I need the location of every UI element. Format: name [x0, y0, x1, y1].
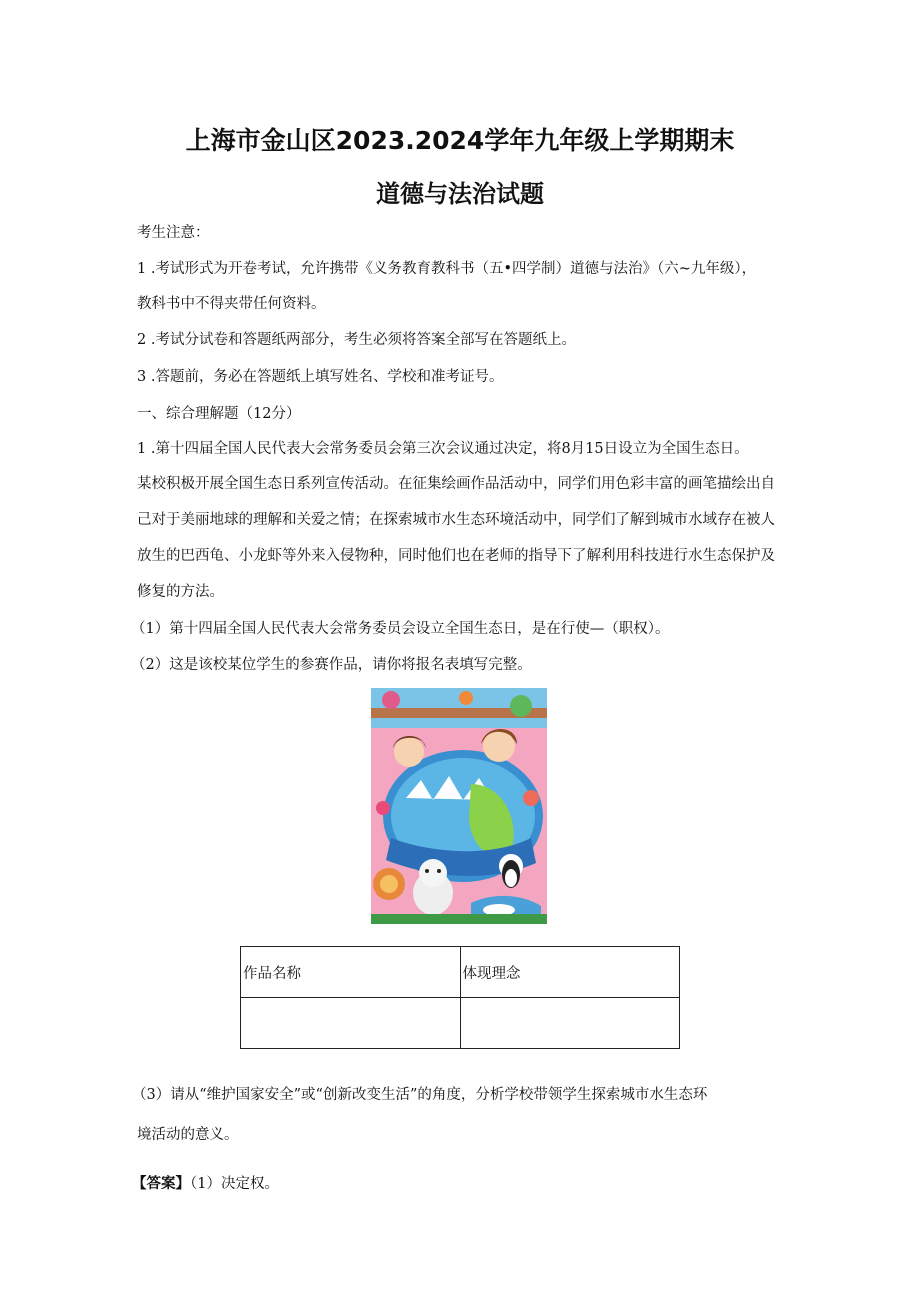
- sub-question-3: （3）请从“维护国家安全”或“创新改变生活”的角度，分析学校带领学生探索城市水生态环: [132, 1087, 708, 1103]
- registration-form-table: [240, 946, 680, 1049]
- question-paragraph-line: 放生的巴西龟、小龙虾等外来入侵物种，同时他们也在老师的指导下了解利用科技进行水生态保护及: [137, 548, 775, 564]
- notice-item-3: 3 .答题前，务必在答题纸上填写姓名、学校和准考证号。: [137, 369, 504, 385]
- question-paragraph-line: 己对于美丽地球的理解和关爱之情；在探索城市水生态环境活动中，同学们了解到城市水域存在被人: [137, 512, 775, 528]
- header-concept: 体现理念: [460, 947, 680, 998]
- sub-question-1: （1）第十四届全国人民代表大会常务委员会设立全国生态日，是在行使—（职权）。: [131, 621, 670, 637]
- artwork-name-cell[interactable]: [241, 998, 461, 1049]
- sub-question-3-cont: 境活动的意义。: [137, 1127, 239, 1143]
- notice-item-1: 1 .考试形式为开卷考试，允许携带《义务教育教科书（五•四学制）道德与法治》（六~九年级），: [137, 261, 757, 277]
- answer-label: 【答案】: [132, 1175, 190, 1192]
- exam-subtitle: 道德与法治试题: [376, 180, 544, 208]
- notice-item-1-cont: 教科书中不得夹带任何资料。: [137, 296, 326, 312]
- section-heading: 一、综合理解题（12分）: [137, 406, 301, 422]
- notice-item-2: 2 .考试分试卷和答题纸两部分，考生必须将答案全部写在答题纸上。: [137, 332, 576, 348]
- exam-title: 上海市金山区2023.2024学年九年级上学期期末: [185, 126, 735, 155]
- concept-cell[interactable]: [460, 998, 680, 1049]
- sub-question-2: （2）这是该校某位学生的参赛作品，请你将报名表填写完整。: [131, 657, 532, 673]
- header-artwork-name: 作品名称: [241, 947, 461, 998]
- student-artwork-image: [371, 688, 547, 924]
- question-paragraph-line: 某校积极开展全国生态日系列宣传活动。在征集绘画作品活动中，同学们用色彩丰富的画笔描绘出自: [137, 476, 775, 492]
- question-paragraph-line: 修复的方法。: [137, 584, 224, 600]
- answer-line: [132, 1172, 279, 1193]
- question-paragraph-line: 1 .第十四届全国人民代表大会常务委员会第三次会议通过决定，将8月15日设立为全国生态日。: [137, 441, 749, 457]
- notice-heading: 考生注意：: [137, 225, 210, 241]
- answer-text: （1）决定权。: [190, 1176, 279, 1192]
